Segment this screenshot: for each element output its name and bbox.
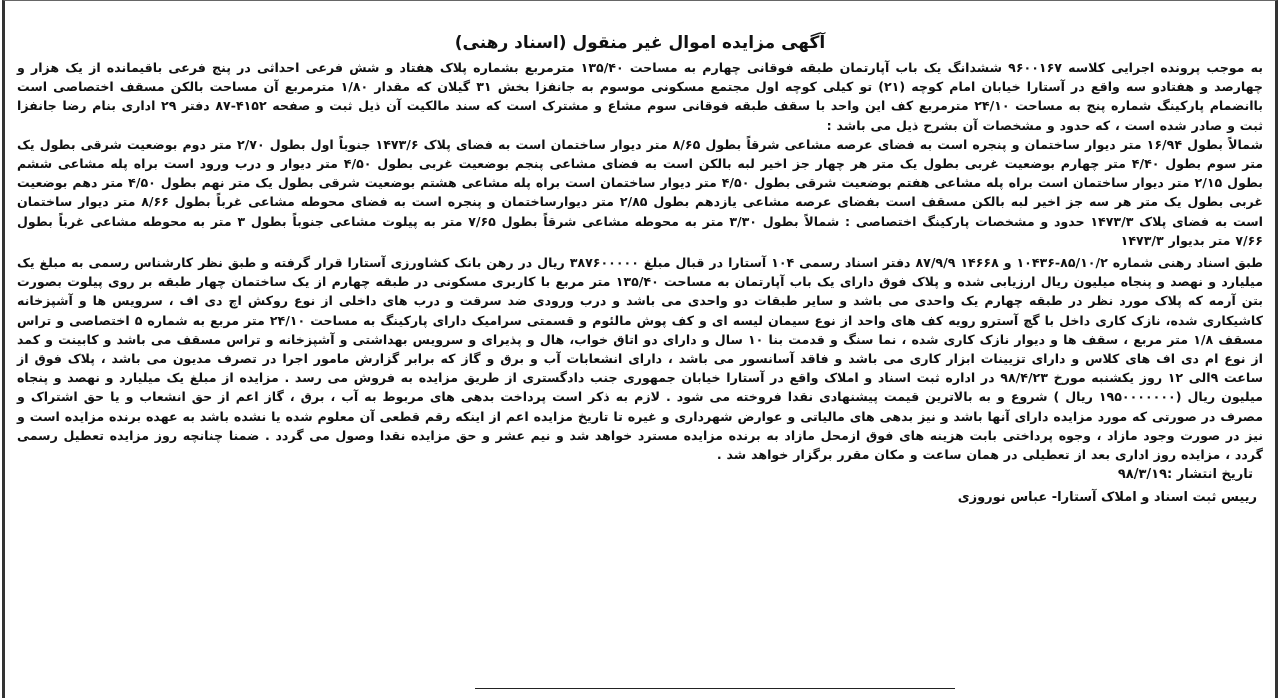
notice-sheet: [2, 0, 1278, 698]
notice-paragraph-boundaries: شمالاً بطول ۱۶/۹۴ متر دیوار ساختمان و پنجره است به فضای عرصه مشاعی شرقاً بطول ۸/۶۵ متر دیوار ساختمان است به فضای پلاک ۱۴۷۳/۶ جنوباً اول بطول ۲/۷۰ متر دوم بوضعیت شرقی بطول یک متر سوم بطول ۴/۴۰ متر چهارم بوضعیت غربی بطول یک متر هر چهار جز اخیر لبه بالکن است به فضای مشاعی پنجم بوضعیت غربی بطول ۴/۵۰ متر دیوار و درب ورود است براه پله مشاعی ششم بطول ۲/۱۵ متر دیوار ساختمان است براه پله مشاعی هفتم بوضعیت شرقی بطول ۴/۵۰ متر دیوار ساختمان است براه پله مشاعی هشتم بوضعیت شرقی بطول یک متر نهم بطول ۴/۵۰ متر دهم بوضعیت غربی بطول یک متر هر سه جز اخیر لبه بالکن مسقف است بفضای عرصه مشاعی یازدهم بطول ۲/۸۵ متر دیوارساختمان و پنجره است به فضای محوطه مشاعی غرباً بطول ۸/۶۶ متر دیوار ساختمان است به فضای پلاک ۱۴۷۳/۳ حدود و مشخصات پارکینگ اختصاصی : شمالاً بطول ۳/۳۰ متر به محوطه مشاعی شرقاً بطول ۷/۶۵ متر به پیلوت مشاعی جنوباً بطول ۳ متر به محوطه مشاعی غرباً بطول ۷/۶۶ متر بدیوار ۱۴۷۳/۳: [17, 136, 1264, 248]
publish-date: تاریخ انتشار :۹۸/۳/۱۹: [1117, 467, 1253, 483]
notice-paragraph-property: به موجب پرونده اجرایی کلاسه ۹۶۰۰۱۶۷ ششدانگ یک باب آپارتمان طبقه فوقانی چهارم به مساحت ۱۳۵/۴۰ مترمربع بشماره پلاک هفتاد و شش فرعی احداثی در پنج فرعی باقیمانده از یک هزار و چهارصد و هفتادو سه واقع در آستارا خیابان امام کوچه (۲۱) تو کیلی کوچه اول مجتمع مسکونی موسوم به جانفزا بخش ۳۱ گیلان که مقدار ۱/۸۰ مترمربع آن مساحت بالکن مسقف اختصاصی است باانضمام پارکینگ شماره پنج به مساحت ۲۴/۱۰ مترمربع کف این واحد با سقف طبقه فوقانی سوم مشاع و مشترک است که سند مالکیت آن ذیل ثبت و صفحه ۴۱۵۲-۸۷ دفتر ۲۹ اداری بنام رضا جانفزا ثبت و صادر شده است ، که حدود و مشخصات آن بشرح ذیل می باشد :: [17, 60, 1264, 133]
signature: رییس ثبت اسناد و املاک آستارا- عباس نوروزی: [957, 490, 1257, 506]
notice-paragraph-auction-terms: طبق اسناد رهنی شماره ۸۵/۱۰/۲-۱۰۴۳۶ و ۱۴۶۶۸ ۸۷/۹/۹ دفتر اسناد رسمی ۱۰۴ آستارا در قبال مبلغ ۳۸۷۶۰۰۰۰۰ ریال در رهن بانک کشاورزی آستارا قرار گرفته و طبق نظر کارشناس رسمی به مبلغ یک میلیارد و نهصد و پنجاه میلیون ریال ارزیابی شده و پلاک فوق دارای یک باب آپارتمان به مساحت ۱۳۵/۴۰ متر مربع با کاربری مسکونی در طبقه چهارم از یک ساختمان چهار طبقه بر روی پیلوت بصورت بتن آرمه که پلاک مورد نظر در طبقه چهارم یک واحدی می باشد و سایر طبقات دو واحدی می باشد و درب ورودی ضد سرقت و درب های داخلی از نوع روکش اچ دی اف ، سرویس ها و آشپزخانه کاشیکاری شده، نازک کاری داخل با گچ آسترو رویه کف های واحد از نوع سیمان لیسه ای و کف پوش مالئوم و قسمتی سرامیک دارای پارکینگ به مساحت ۲۴/۱۰ متر مربع به شماره ۵ اختصاصی و تراس مسقف ۱/۸ متر مربع ، سقف ها و دیوار نازک کاری شده ، نما سنگ و قدمت بنا ۱۰ سال و دارای دو اتاق خواب، هال و پذیرای و سرویس بهداشتی و آشپزخانه و تراس مسقف می باشد و کابینت و کمد از نوع ام دی اف های کلاس و دارای تزیینات ابزار کاری می باشد و فاقد آسانسور می باشد ، دارای انشعابات آب و برق و گاز که برابر گزارش مامور اجرا در تصرف مدیون می باشد ، پلاک فوق از ساعت ۹الی ۱۲ روز یکشنبه مورخ ۹۸/۴/۲۳ در اداره ثبت اسناد و املاک واقع در آستارا خیابان جمهوری جنب دادگستری از طریق مزایده به فروش می رسد . مزایده از مبلغ یک میلیارد و نهصد و پنجاه میلیون ریال (۱۹۵۰۰۰۰۰۰۰ ریال ) شروع و به بالاترین قیمت پیشنهادی نقدا فروخته می شود . لازم به ذکر است پرداخت بدهی های مربوط به آب ، برق ، گاز اعم از حق انشعاب و یا حق اشتراک و مصرف در صورتی که مورد مزایده دارای آنها باشد و نیز بدهی های مالیاتی و عوارض شهرداری و غیره تا تاریخ مزایده اعم از اینکه رقم قطعی آن معلوم شده یا نشده باشد به عهده برنده مزایده است و نیز در صورت وجود مازاد ، وجوه پرداختی بابت هزینه های فوق ازمحل مازاد به برنده مزایده مسترد خواهد شد و نیم عشر و حق مزایده نقدا وصول می گردد . ضمنا چنانچه روز مزایده تعطیل رسمی گردد ، مزایده روز اداری بعد از تعطیلی در همان ساعت و مکان مقرر برگزار خواهد شد .: [17, 255, 1264, 463]
footer-divider: [475, 688, 955, 689]
auction-notice: [17, 29, 1263, 508]
notice-title: آگهی مزایده اموال غیر منقول (اسناد رهنی): [454, 33, 826, 53]
